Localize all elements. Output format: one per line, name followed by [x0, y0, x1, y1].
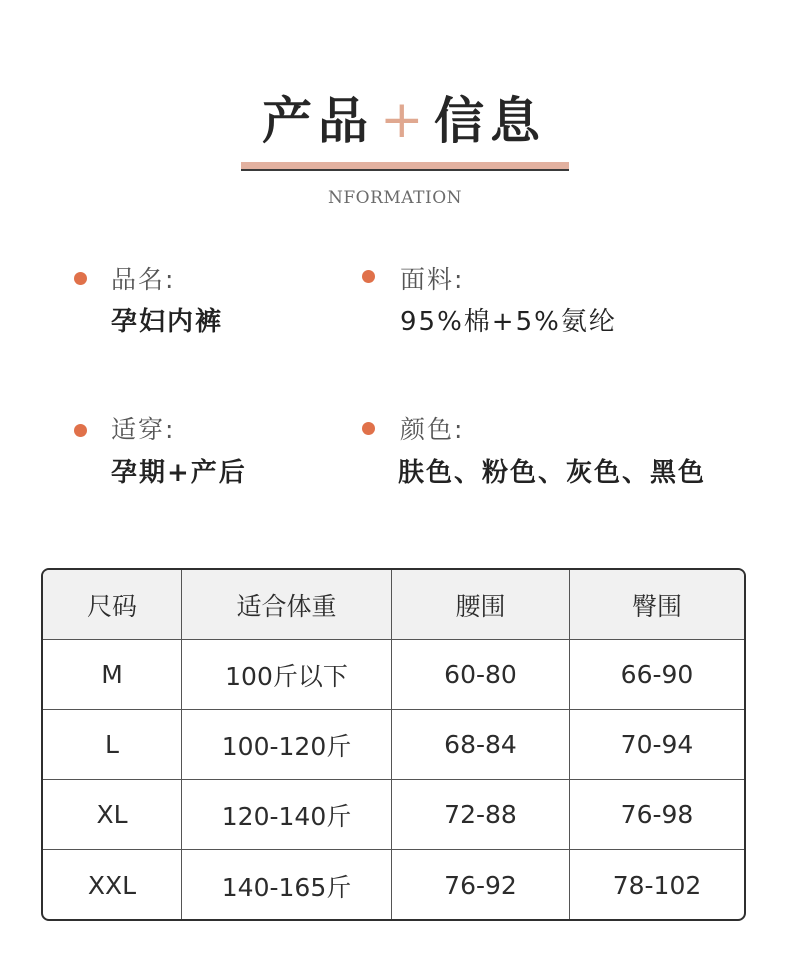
table-cell: XXL [43, 850, 182, 921]
bullet-dot-icon [74, 424, 87, 437]
title-plus-sign: + [380, 90, 424, 150]
page-title-right: 信息 [434, 91, 546, 150]
table-cell: 100斤以下 [182, 640, 392, 709]
bullet-dot-icon [74, 272, 87, 285]
title-underline-bar [241, 162, 569, 169]
bullet-dot-icon [362, 270, 375, 283]
product-info-header [0, 80, 790, 160]
table-header-cell: 臀围 [631, 591, 682, 621]
table-cell: 140-165斤 [182, 850, 392, 921]
table-row [43, 640, 744, 710]
info-value-fabric: 95%棉+5%氨纶 [400, 307, 617, 337]
size-table [41, 568, 746, 921]
table-cell: XL [43, 780, 182, 849]
table-cell: 60-80 [392, 640, 570, 709]
info-label-product-name: 品名: [111, 265, 176, 294]
table-cell: 68-84 [392, 710, 570, 779]
bullet-dot-icon [362, 422, 375, 435]
title-underline-rule [241, 169, 569, 171]
info-value-colors: 肤色、粉色、灰色、黑色 [398, 458, 707, 488]
table-row [43, 710, 744, 780]
table-cell: 100-120斤 [182, 710, 392, 779]
table-header-cell: 适合体重 [182, 570, 392, 639]
info-label-fabric: 面料: [400, 265, 465, 294]
table-header-cell: 尺码 [43, 570, 182, 639]
table-row [43, 850, 744, 921]
table-cell: 66-90 [620, 660, 694, 689]
table-cell: L [43, 710, 182, 779]
table-cell: 70-94 [620, 730, 694, 759]
page-subtitle: NFORMATION [327, 188, 463, 208]
table-cell: 72-88 [392, 780, 570, 849]
table-cell: 76-92 [392, 850, 570, 921]
table-cell: M [43, 640, 182, 709]
table-row [43, 780, 744, 850]
info-value-product-name: 孕妇内裤 [111, 307, 224, 337]
info-label-suitable-period: 适穿: [111, 415, 176, 444]
info-label-colors: 颜色: [400, 415, 465, 444]
table-header-cell: 腰围 [392, 570, 570, 639]
table-cell: 120-140斤 [182, 780, 392, 849]
page-title-left: 产品 [262, 91, 374, 150]
table-cell: 78-102 [612, 871, 702, 900]
table-header-row [43, 570, 744, 640]
table-cell: 76-98 [620, 800, 694, 829]
info-value-suitable-period: 孕期+产后 [111, 458, 247, 488]
